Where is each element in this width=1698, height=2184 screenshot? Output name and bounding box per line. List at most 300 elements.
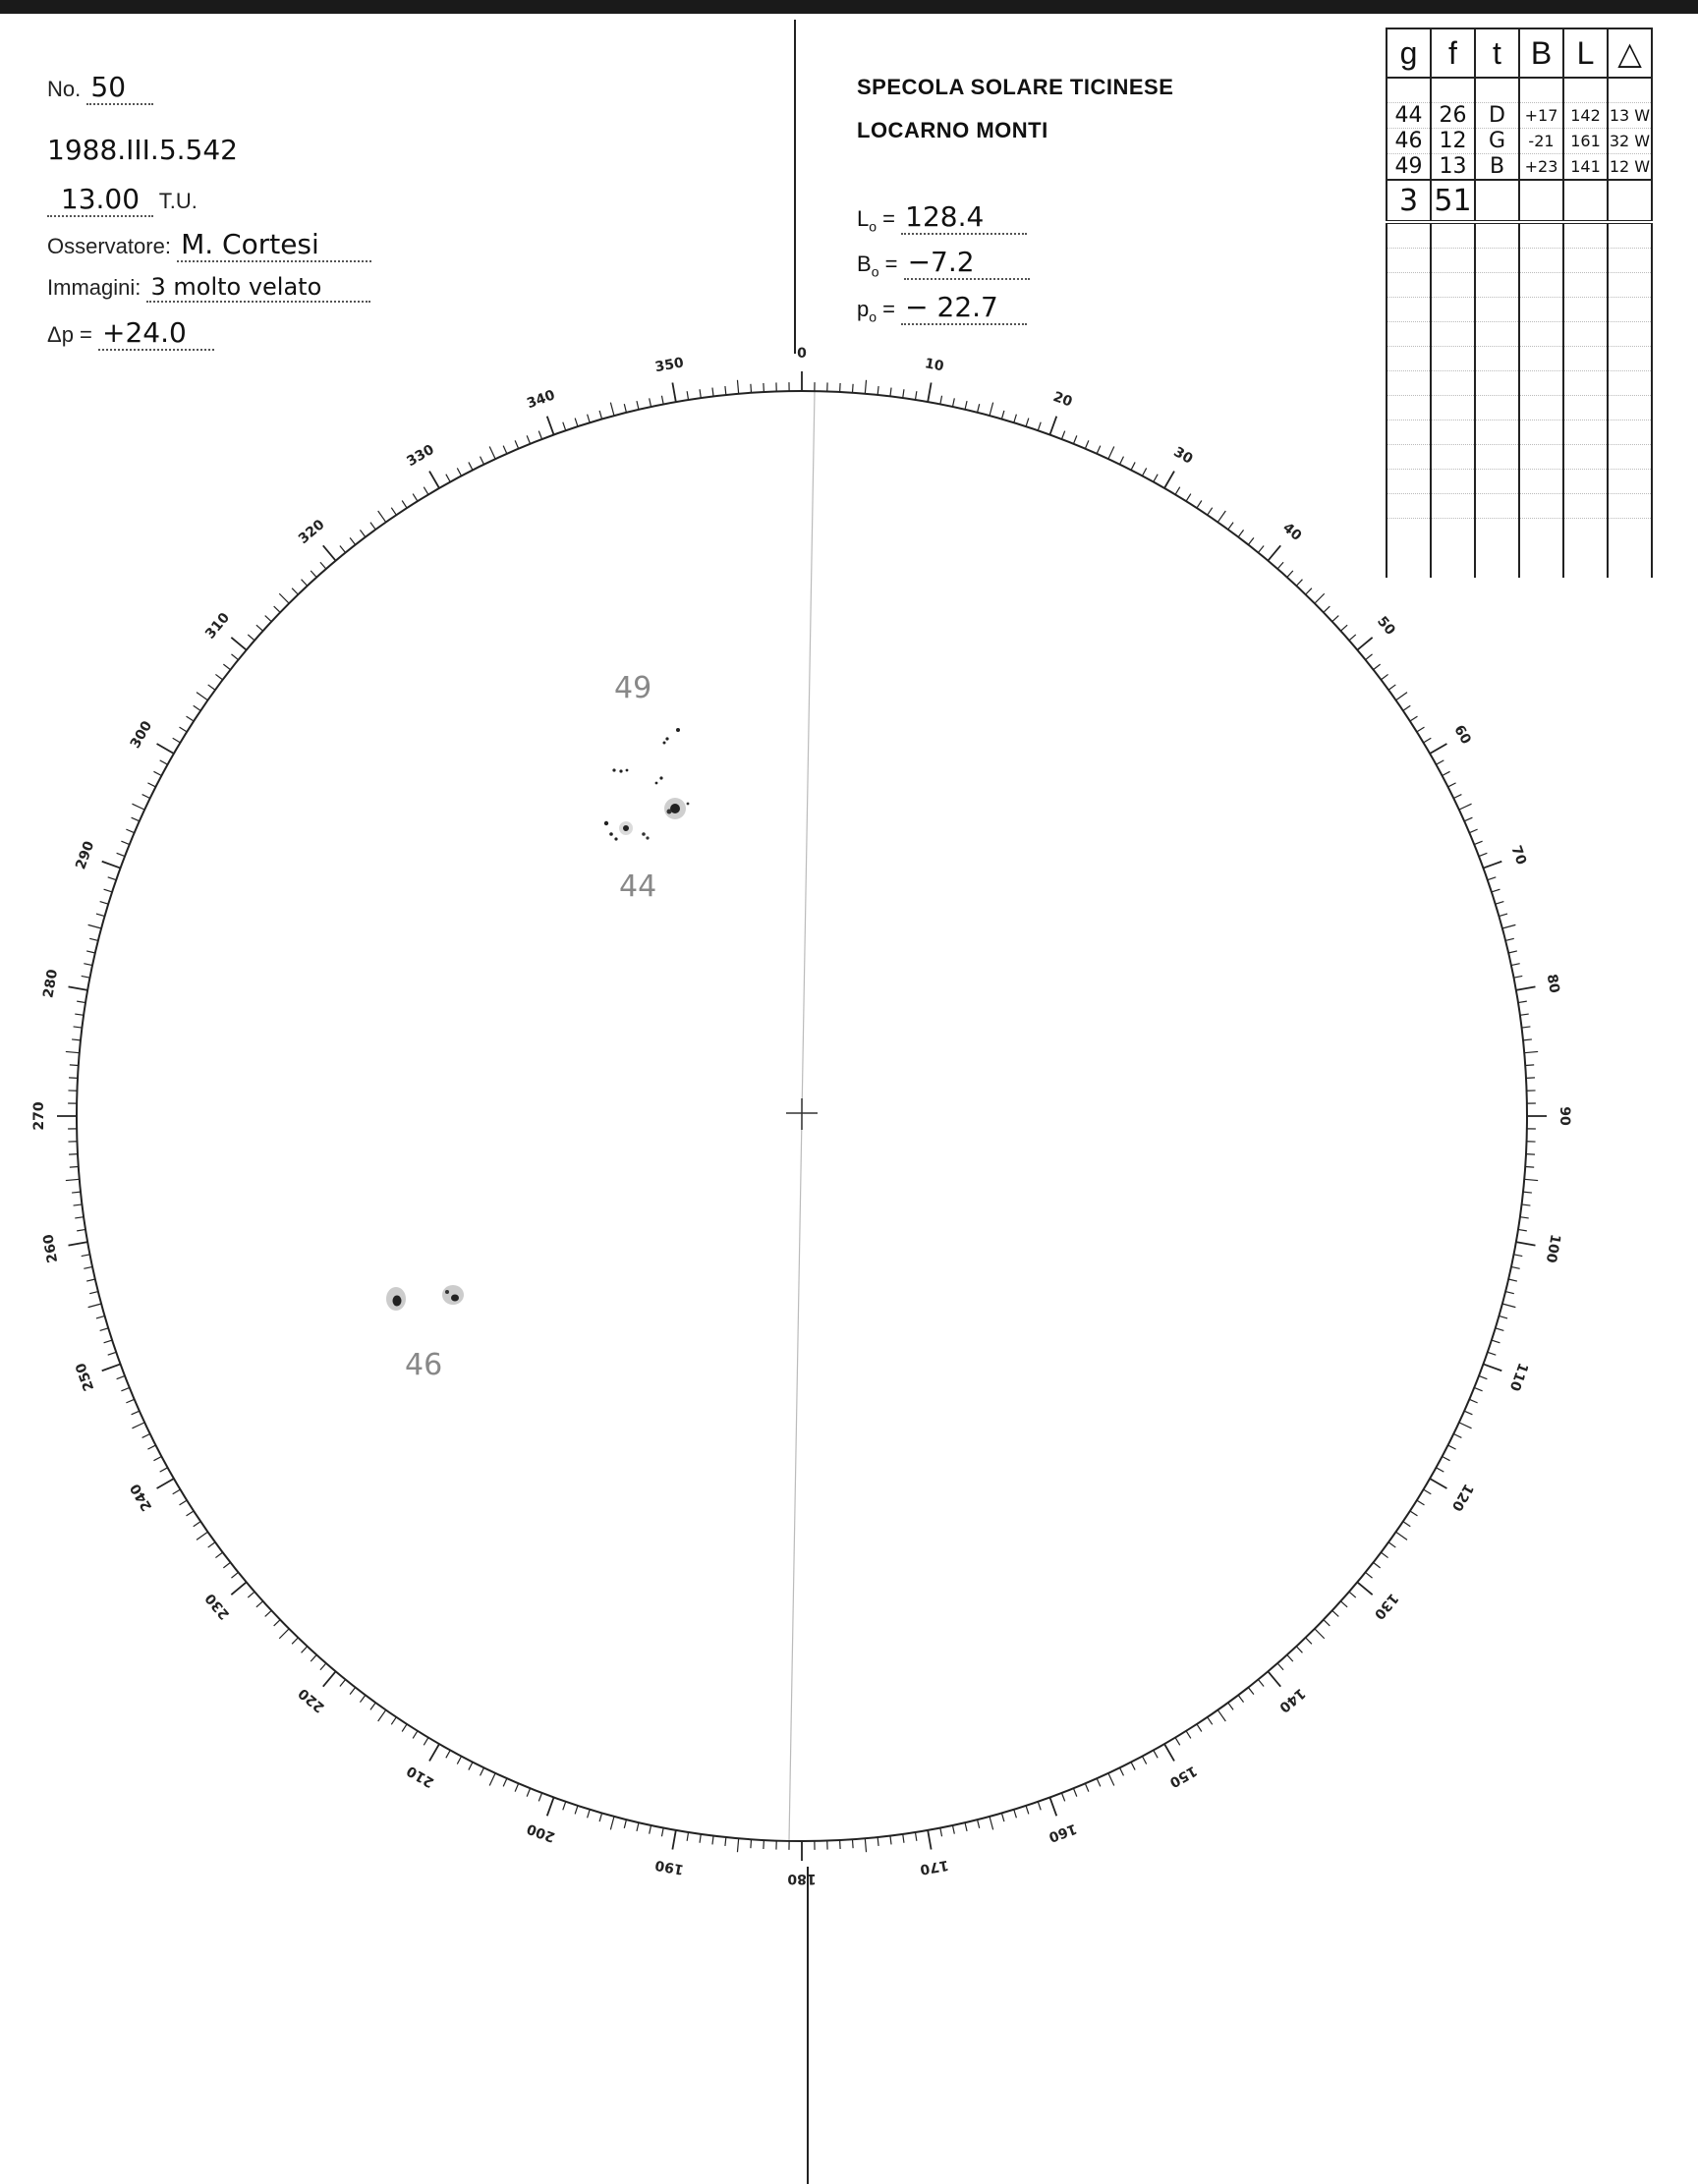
degree-tick [100,902,109,905]
degree-tick [1014,415,1017,423]
degree-tick [72,1192,81,1193]
degree-label: 20 [1050,388,1075,411]
degree-tick [1315,1629,1325,1639]
degree-tick [1388,685,1395,690]
degree-tick [1258,1680,1264,1687]
degree-tick [1001,411,1003,420]
degree-tick [1349,1592,1356,1597]
degree-tick [1248,537,1254,544]
degree-tick [1287,571,1293,578]
degree-tick [108,1352,117,1355]
degree-tick [117,1375,125,1378]
degree-tick [1349,635,1356,641]
degree-tick [311,571,316,578]
degree-tick [153,1456,161,1460]
degree-tick [391,508,396,515]
degree-tick [650,1825,651,1834]
org-name: SPECOLA SOLARE TICINESE [857,75,1174,99]
degree-tick [274,1620,280,1626]
images-value: 3 molto velato [150,273,322,301]
degree-tick [1142,468,1146,476]
degree-tick [223,1562,230,1568]
sunspot-group-49 [612,671,680,784]
degree-tick [75,1217,84,1218]
degree-tick [890,1835,891,1844]
col-f: f [1431,28,1475,78]
l0-field: $L_o = 128.4$ [857,200,1027,235]
degree-tick [82,1255,90,1257]
col-b: B [1519,28,1563,78]
degree-tick [1403,705,1410,710]
degree-tick [928,383,931,403]
degree-tick [1315,593,1325,603]
degree-tick [96,1316,105,1317]
degree-tick [370,523,375,530]
degree-tick [965,401,967,410]
degree-tick [360,1695,365,1702]
degree-tick [147,1445,155,1449]
degree-tick [173,738,181,743]
degree-tick [1381,1552,1387,1557]
degree-tick [928,1830,931,1850]
degree-tick [102,862,121,868]
degree-tick [1518,1229,1527,1230]
degree-tick [424,1738,428,1746]
degree-tick [915,1832,916,1841]
degree-tick [890,388,891,397]
degree-tick [1001,1813,1003,1821]
degree-tick [940,396,942,405]
degree-tick [1164,472,1174,488]
degree-label: 340 [525,387,558,413]
degree-label: 150 [1166,1762,1200,1791]
degree-tick [1524,1179,1538,1180]
table-row: 49 13 B +23 141 12 W [1387,154,1652,181]
delta-p-label: Δp = [47,322,92,347]
degree-tick [990,1817,993,1830]
degree-tick [180,727,188,732]
degree-tick [292,1638,298,1644]
degree-label: 140 [1275,1684,1309,1715]
degree-tick [1197,501,1202,509]
degree-label: 350 [653,355,686,376]
degree-tick [903,389,904,398]
degree-tick [538,1793,541,1801]
group-label-49: 49 [614,671,652,705]
degree-tick [1499,914,1507,916]
degree-tick [1014,1810,1017,1819]
degree-tick [852,384,853,393]
degree-tick [687,391,688,400]
degree-tick [903,1834,904,1843]
degree-tick [208,685,215,690]
degree-tick [1424,1489,1432,1494]
degree-tick [1436,1468,1443,1472]
degree-tick [66,1179,80,1180]
degree-tick [126,1399,134,1403]
degree-tick [279,593,289,603]
degree-tick [503,1778,507,1786]
degree-tick [100,1328,109,1331]
degree-tick [96,914,105,916]
degree-tick [725,1837,726,1846]
degree-tick [302,1647,308,1653]
degree-tick [1488,1352,1497,1355]
degree-tick [952,1825,954,1834]
degree-tick [637,1822,639,1831]
degree-tick [965,1822,967,1831]
degree-tick [1516,1242,1536,1245]
p0-field: $p_o$ = − 22.7 [857,291,1027,325]
table-row: 46 12 G -21 161 32 W [1387,129,1652,154]
degree-tick [1443,1456,1450,1460]
degree-tick [481,457,484,465]
degree-tick [650,398,651,407]
degree-tick [1511,964,1520,966]
degree-tick [231,1572,238,1578]
degree-tick [469,1763,473,1770]
degree-tick [1479,1375,1487,1378]
degree-tick [737,1838,738,1852]
degree-tick [1516,986,1536,989]
degree-tick [1453,1434,1461,1438]
degree-label: 100 [1542,1232,1563,1264]
degree-tick [1474,841,1482,844]
col-t: t [1475,28,1519,78]
degree-tick [1097,1778,1101,1786]
degree-tick [1197,1724,1202,1732]
degree-tick [877,386,878,395]
degree-tick [132,804,144,810]
degree-tick [370,1703,375,1709]
degree-tick [1521,1027,1530,1028]
degree-tick [121,1387,129,1390]
degree-tick [197,693,207,700]
degree-tick [350,1688,356,1695]
p0-label: p [857,297,870,321]
degree-tick [1469,829,1477,833]
degree-tick [1277,562,1283,569]
observer-value: M. Cortesi [181,228,319,260]
degree-tick [1108,1773,1114,1786]
degree-tick [588,1810,591,1819]
degree-tick [69,986,88,989]
degree-tick [77,1001,85,1002]
degree-tick [1508,1279,1517,1281]
degree-tick [1511,1266,1520,1268]
degree-tick [1524,1051,1538,1052]
degree-tick [1296,1647,1302,1653]
degree-label: 70 [1507,843,1530,868]
org-location: LOCARNO MONTI [857,118,1048,142]
degree-tick [292,588,298,594]
degree-tick [231,654,238,660]
degree-label: 300 [127,718,156,752]
degree-tick [70,1166,79,1167]
degree-tick [82,976,90,978]
degree-tick [88,1304,102,1308]
degree-tick [132,817,140,821]
degree-tick [1469,1399,1477,1403]
degree-tick [132,1423,144,1428]
degree-tick [1464,1411,1472,1415]
l0-label: L [857,206,870,231]
degree-tick [1324,606,1330,612]
degree-tick [74,1027,83,1028]
degree-label: 120 [1447,1481,1477,1514]
degree-tick [187,716,195,721]
group-label-44: 44 [619,869,657,904]
degree-tick [599,1813,601,1821]
degree-tick [173,1489,181,1494]
degree-tick [877,1837,878,1846]
degree-tick [302,580,308,587]
degree-tick [126,829,134,833]
degree-tick [1038,422,1041,431]
degree-tick [687,1832,688,1841]
degree-tick [402,501,407,509]
degree-tick [378,511,386,522]
degree-tick [1120,457,1124,465]
degree-tick [121,841,129,844]
degree-tick [1306,1638,1312,1644]
degree-label: 160 [1046,1820,1079,1845]
degree-label: 310 [202,609,234,643]
degree-tick [1496,1328,1504,1331]
degree-tick [1306,588,1312,594]
degree-tick [575,419,578,427]
b0-field: $B_o = -7.2$ [857,246,1030,280]
degree-label: 260 [40,1232,62,1264]
degree-tick [1186,494,1191,502]
degree-tick [1388,1542,1395,1547]
degree-tick [1523,1192,1532,1193]
degree-tick [391,1717,396,1724]
degree-tick [737,380,738,394]
degree-tick [223,664,230,670]
degree-tick [725,386,726,395]
degree-tick [1228,523,1233,530]
degree-tick [1154,475,1158,482]
degree-tick [413,494,418,502]
degree-tick [1026,1806,1029,1815]
degree-tick [575,1806,578,1815]
degree-tick [672,383,675,403]
degree-tick [1403,1522,1410,1527]
degree-tick [1496,902,1504,905]
degree-tick [1026,419,1029,427]
degree-tick [142,1434,150,1438]
degree-tick [1410,716,1418,721]
degree-tick [489,446,495,459]
degree-tick [1208,1717,1213,1724]
degree-tick [515,440,519,448]
degree-tick [446,475,450,482]
delta-p-value: +24.0 [102,316,187,349]
degree-tick [1332,1610,1339,1616]
degree-tick [515,1783,519,1791]
degree-tick [378,1710,386,1721]
degree-tick [153,771,161,775]
degree-tick [215,1552,222,1557]
degree-tick [865,1838,866,1852]
degree-tick [1483,1364,1501,1371]
time-value: 13.00 [60,183,141,215]
degree-tick [547,417,554,435]
table-row: 44 26 D +17 142 13 W [1387,103,1652,129]
degree-tick [360,530,365,536]
degree-tick [86,1279,95,1281]
degree-tick [1108,446,1114,459]
degree-tick [104,1340,113,1343]
degree-tick [1518,1001,1527,1002]
degree-tick [424,487,428,495]
degree-tick [1459,804,1472,810]
degree-tick [248,1592,255,1597]
degree-tick [274,606,280,612]
degree-tick [1502,1304,1516,1308]
degree-tick [712,388,713,397]
degree-tick [1238,1695,1243,1702]
sunspot-group-44 [604,798,690,904]
degree-label: 220 [295,1684,328,1715]
degree-tick [1142,1757,1146,1764]
degree-label: 30 [1170,444,1196,468]
degree-tick [563,422,566,431]
degree-tick [102,1364,121,1371]
degree-tick [320,1663,326,1670]
degree-tick [1488,877,1497,880]
degree-tick [852,1839,853,1848]
degree-tick [1430,1479,1446,1488]
degree-tick [1523,1039,1532,1040]
degree-tick [256,625,263,631]
degree-tick [1268,1671,1280,1686]
degree-tick [940,1827,942,1836]
degree-tick [700,389,701,398]
degree-tick [1248,1688,1254,1695]
degree-tick [538,431,541,439]
degree-tick [1521,1204,1530,1205]
degree-tick [1120,1767,1124,1775]
degree-tick [1175,1738,1180,1746]
sunspot-group-46 [386,1285,464,1382]
col-delta: △ [1608,28,1652,78]
degree-label: 10 [923,356,945,375]
degree-tick [1410,1511,1418,1516]
degree-tick [429,472,439,488]
degree-tick [1366,654,1373,660]
degree-tick [661,1827,663,1836]
degree-tick [66,1051,80,1052]
degree-tick [248,635,255,641]
degree-label: 200 [525,1820,558,1845]
degree-tick [1049,417,1056,435]
degree-tick [1049,1797,1056,1816]
degree-tick [265,1610,272,1616]
degree-tick [117,853,125,856]
degree-tick [1443,771,1450,775]
degree-tick [1502,924,1516,928]
degree-tick [527,435,530,443]
degree-tick [132,1411,140,1415]
degree-tick [1268,545,1280,560]
degree-tick [1505,938,1514,940]
degree-tick [1085,440,1089,448]
degree-tick [323,545,336,560]
degree-tick [1258,545,1264,552]
degree-tick [1186,1731,1191,1739]
degree-tick [1459,1423,1472,1428]
degree-tick [1492,1340,1500,1343]
degree-tick [413,1731,418,1739]
degree-tick [700,1834,701,1843]
degree-tick [265,616,272,622]
degree-tick [84,964,92,966]
degree-tick [1448,1445,1456,1449]
degree-label: 180 [787,1871,817,1886]
degree-tick [75,1014,84,1015]
degree-label: 80 [1543,973,1562,995]
degree-tick [1513,1255,1522,1257]
degree-tick [279,1629,289,1639]
degree-tick [469,462,473,470]
degree-tick [74,1204,83,1205]
degree-tick [1154,1750,1158,1758]
degree-label: 320 [295,517,328,548]
degree-tick [1061,431,1064,439]
degree-tick [1474,1387,1482,1390]
degree-tick [1357,638,1372,650]
degree-tick [180,1500,188,1505]
degree-tick [429,1744,439,1761]
degree-tick [231,1582,246,1595]
degree-tick [1085,1783,1089,1791]
degree-tick [1324,1620,1330,1626]
degree-tick [160,760,168,764]
center-cross [786,1098,818,1130]
degree-tick [527,1788,530,1796]
degree-tick [481,1767,484,1775]
degree-tick [751,384,752,393]
degree-tick [256,1601,263,1607]
degree-tick [1381,674,1387,679]
degree-tick [1131,1763,1135,1770]
degree-tick [1296,580,1302,587]
degree-label: 290 [73,839,98,872]
images-label: Immagini: [47,275,142,300]
degree-label: 50 [1374,613,1398,639]
degree-tick [231,638,246,650]
degree-tick [108,877,117,880]
degree-tick [1417,1500,1425,1505]
degree-tick [197,1532,207,1540]
degree-tick [350,537,356,544]
degree-tick [311,1654,316,1661]
date-value: 1988.III.5.542 [47,134,238,166]
degree-tick [1492,889,1500,892]
degree-tick [1448,783,1456,787]
degree-tick [1479,853,1487,856]
degree-tick [952,398,954,407]
degree-tick [1374,664,1381,670]
degree-tick [1228,1703,1233,1709]
degree-tick [70,1065,79,1066]
degree-tick [1464,817,1472,821]
degree-tick [610,403,614,417]
p0-value: − 22.7 [905,291,998,323]
degree-tick [1483,862,1501,868]
